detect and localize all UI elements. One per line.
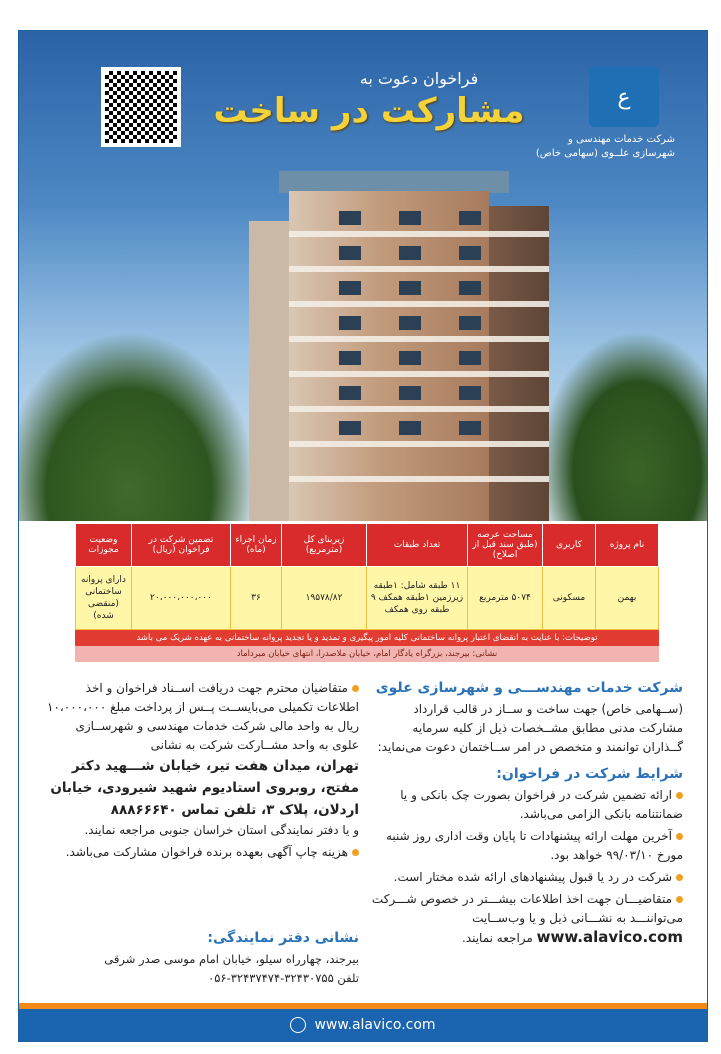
trees-left	[19, 331, 259, 521]
intro-column	[371, 679, 683, 951]
invite-title: مشارکت در ساخت	[213, 91, 525, 131]
company-logo	[535, 67, 679, 167]
bullet-icon	[676, 874, 683, 881]
col-header: زیربنای کل (مترمربع)	[282, 524, 367, 567]
hero-image	[19, 31, 707, 521]
table-cell: ۱۱ طبقه شامل: ۱طبقه زیرزمین ۱طبقه همکف ۹ طبقه روی همکف	[367, 567, 468, 630]
project-table	[75, 523, 659, 662]
bullet-icon	[352, 685, 359, 692]
footer-bar	[19, 1009, 707, 1041]
globe-icon	[290, 1017, 306, 1033]
bullet-icon	[352, 849, 359, 856]
table-cell: ۳۶	[231, 567, 282, 630]
condition-item: شرکت در رد یا قبول پیشنهادهای ارائه شده مختار است.	[371, 868, 683, 887]
footer-website[interactable]: www.alavico.com	[314, 1017, 436, 1033]
col-header: نام پروژه	[596, 524, 659, 567]
table-cell: مسکونی	[543, 567, 596, 630]
office-section	[47, 929, 359, 988]
col-header: تعداد طبقات	[367, 524, 468, 567]
col-header: مساحت عرصه (طبق سند قبل از اصلاح)	[468, 524, 543, 567]
details-item: هزینه چاپ آگهی بعهده برنده فراخوان مشارکت می‌باشد.	[47, 843, 359, 862]
table-cell: ۱۹۵۷۸/۸۲	[282, 567, 367, 630]
advertisement-page	[18, 30, 708, 1042]
office-title: نشانی دفتر نمایندگی:	[207, 930, 359, 946]
condition-item: متقاضیـــان جهت اخذ اطلاعات بیشـــتر در خصوص شـــرکت می‌تواننـــد به نشـــانی ذیل و یا وب‌ســایت www.alavico.com مراجعه نمایند.	[371, 892, 683, 946]
office-address: بیرجند، چهارراه سیلو، خیابان امام موسی صدر شرقی	[104, 952, 359, 966]
table-cell: بهمن	[596, 567, 659, 630]
details-item: متقاضیان محترم جهت دریافت اســناد فراخوان و اخذ اطلاعات تکمیلی می‌بایســت پــس از پرداخت مبلغ ۱۰،۰۰۰،۰۰۰ ریال به واحد مالی شرکت خدمات مهندسی و شهرســازی علوی به واحد مشــارکت شرکت به نشانی تهران، میدان هفت تیر، خیابان شـــهید دکتر مفتح، روبروی استادیوم شهید شیرودی، خیابان اردلان، پلاک ۳، تلفن تماس ۸۸۸۶۶۶۴۰ و یا دفتر نمایندگی استان خراسان جنوبی مراجعه نمایند.	[46, 681, 359, 837]
project-address: نشانی: بیرجند، بزرگراه یادگار امام، خیابان ملاصدرا، انتهای خیابان میرداماد	[75, 646, 659, 662]
intro-text: (ســهامی خاص) جهت ساخت و ســاز در قالب قرارداد مشارکت مدنی مطابق مشــخصات ذیل از کلیه سرمایه گــذاران توانمند و متخصص در امر ســاختمان دعوت می‌نماید:	[377, 702, 683, 754]
details-column	[47, 679, 359, 865]
col-header: کاربری	[543, 524, 596, 567]
intro-title: شرکت خدمات مهندســـی و شهرسازی علوی	[375, 680, 683, 696]
condition-item: آخرین مهلت ارائه پیشنهادات تا پایان وقت اداری روز شنبه مورخ ۹۹/۰۳/۱۰ خواهد بود.	[385, 829, 683, 862]
conditions-title: شرایط شرکت در فراخوان:	[496, 766, 683, 782]
table-note: توضیحات: با عنایت به انقضای اعتبار پروانه ساختمانی کلیه امور پیگیری و تمدید و یا تجدید پروانه ساختمانی به عهده شریک می باشد	[75, 630, 659, 646]
condition-item: ارائه تضمین شرکت در فراخوان بصورت چک بانکی و یا ضمانتنامه بانکی الزامی می‌باشد.	[400, 788, 683, 821]
building-illustration	[229, 151, 569, 521]
website-link[interactable]: www.alavico.com	[536, 928, 683, 946]
logo-icon: ع	[589, 67, 659, 127]
qr-code[interactable]	[101, 67, 181, 147]
col-header: تضمین شرکت در فراخوان (ریال)	[132, 524, 231, 567]
table-cell: ۵۰۷۴ مترمربع	[468, 567, 543, 630]
table-row	[76, 567, 659, 630]
col-header: وضعیت مجوزات	[76, 524, 132, 567]
tehran-address: تهران، میدان هفت تیر، خیابان شـــهید دکتر مفتح، روبروی استادیوم شهید شیرودی، خیابان اردلان، پلاک ۳، تلفن تماس ۸۸۸۶۶۶۴۰	[50, 758, 359, 818]
bullet-icon	[676, 896, 683, 903]
bullet-icon	[676, 792, 683, 799]
company-name: شرکت خدمات مهندسی و شهرسازی علــوی (سهامی خاص)	[535, 134, 675, 159]
office-phone: تلفن ۳۲۴۳۰۷۵۵-۳۲۴۳۷۴۷۴-۰۵۶	[208, 971, 359, 985]
table-cell: دارای پروانه ساختمانی (منقضی شده)	[76, 567, 132, 630]
bullet-icon	[676, 833, 683, 840]
table-header-row	[76, 524, 659, 567]
invite-subtitle: فراخوان دعوت به	[359, 69, 479, 88]
table-cell: ۲۰،۰۰۰،۰۰۰،۰۰۰	[132, 567, 231, 630]
col-header: زمان اجراء (ماه)	[231, 524, 282, 567]
